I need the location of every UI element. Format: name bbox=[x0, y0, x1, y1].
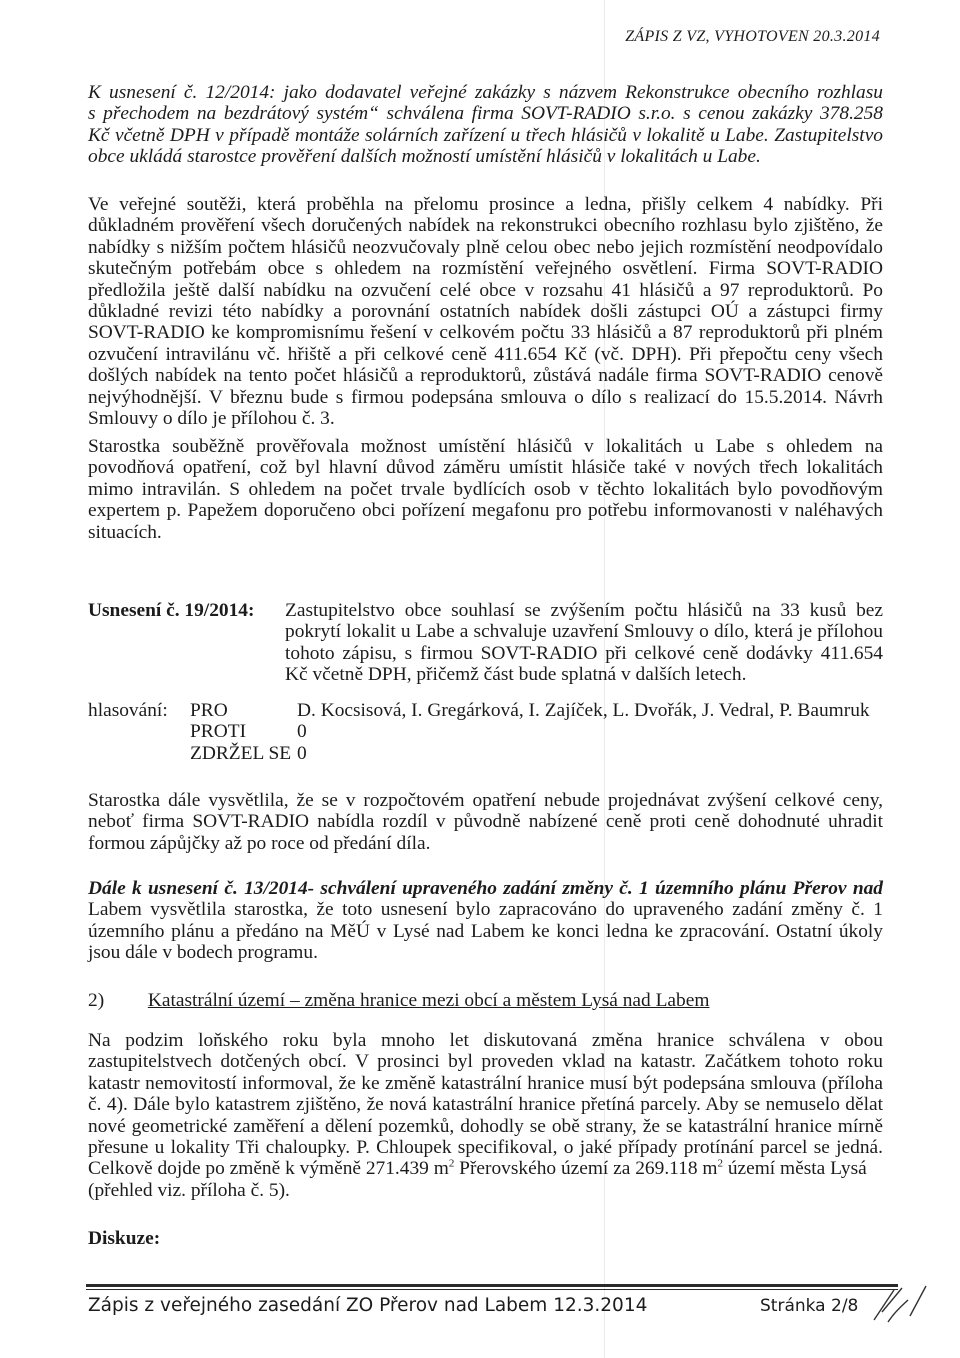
text-line: neboť firma SOVT-RADIO nabídla rozdíl v původně nabízené ceně proti ceně dohodnuté uhradit bbox=[88, 811, 883, 833]
resolution-text bbox=[285, 600, 883, 686]
text-line: důkladné revizi této nabídky a porovnání ostatních nabídek došli zástupci OÚ a zástupci firmy bbox=[88, 301, 883, 323]
vote-value: 0 bbox=[297, 721, 307, 743]
text-line: Ve veřejné soutěži, která proběhla na přelomu prosince a ledna, přišly celkem 4 nabídky. Při bbox=[88, 194, 883, 215]
vote-value: D. Kocsisová, I. Gregárková, I. Zajíček, L. Dvořák, J. Vedral, P. Baumruk bbox=[297, 700, 870, 721]
area-text-c: území města Lysá bbox=[722, 1158, 867, 1180]
tender-paragraph bbox=[88, 194, 883, 429]
text-line: (přehled viz. příloha č. 5). bbox=[88, 1179, 290, 1201]
text-line: předložila ještě další nabídku na ozvučení celé obce v rozsahu 41 hlásičů a 97 reproduktorů. Po bbox=[88, 279, 883, 301]
section-heading bbox=[88, 990, 709, 1012]
text-line: Zastupitelstvo obce souhlasí se zvýšením počtu hlásičů na 33 kusů bez bbox=[285, 600, 883, 621]
text-line: formou zápůjčky až po roce od předání díla. bbox=[88, 832, 431, 854]
vote-key: PRO bbox=[190, 700, 228, 721]
text-line: povodňová opatření, což byl hlavní důvod záměru umístit hlásiče také v nových třech lokalitách bbox=[88, 457, 883, 479]
footer-title: Zápis z veřejného zasedání ZO Přerov nad Labem 12.3.2014 bbox=[88, 1295, 648, 1316]
text-line: důkladném prověření všech doručených nabídek na rekonstrukci obecního rozhlasu bylo zjištěno, že bbox=[88, 215, 883, 237]
text-line: ozvučení intravilánu vč. hřiště a při celkové ceně 411.654 Kč (vč. DPH). Při přepočtu ceny všech bbox=[88, 343, 883, 365]
text-line: skutečným potřebám obce s ohledem na rozmístění veřejného osvětlení. Firma SOVT-RADIO bbox=[88, 258, 883, 280]
area-text-a: Celkově dojde po změně k výměně 271.439 m bbox=[88, 1158, 449, 1180]
vote-label: hlasování: bbox=[88, 700, 168, 721]
discussion-heading: Diskuze: bbox=[88, 1228, 161, 1249]
zoning-paragraph bbox=[88, 878, 883, 964]
vote-key: PROTI bbox=[190, 721, 247, 743]
intro-line: s přechodem na bezdrátový systém“ schválena firma SOVT-RADIO s.r.o. s cenou zakázky 378.258 bbox=[88, 103, 883, 125]
footer-rule-thin bbox=[86, 1289, 898, 1290]
area-exchange-line bbox=[88, 1158, 883, 1179]
text-line: SOVT-RADIO ke kompromisnímu řešení v celkovém počtu 33 hlásičů a 87 reproduktorů při plném bbox=[88, 322, 883, 344]
vote-value: 0 bbox=[297, 742, 307, 764]
text-line: nejvýhodnější. V březnu bude s firmou podepsána smlouva o dílo s realizací do 15.5.2014. Návrh bbox=[88, 386, 883, 408]
page-number: Stránka 2/8 bbox=[760, 1296, 859, 1316]
cadastre-paragraph bbox=[88, 1030, 883, 1201]
vote-key: ZDRŽEL SE bbox=[190, 742, 292, 764]
text-line: přesune u lokality Tři chaloupky. P. Chloupek specifikoval, o jaké případy protínání parcel se jedná. bbox=[88, 1137, 883, 1159]
section-title: Katastrální území – změna hranice mezi obcí a městem Lysá nad Labem bbox=[147, 990, 710, 1011]
text-line: jsou dále v bodech programu. bbox=[88, 942, 318, 964]
vote-row-proti bbox=[190, 721, 870, 742]
text-line: pokrytí lokalit u Labe a schvaluje uzavření Smlouvy o dílo, která je přílohou bbox=[285, 621, 883, 643]
text-line: Kč včetně DPH, přičemž část bude splatná v dalších letech. bbox=[285, 664, 747, 686]
superscript: 2 bbox=[717, 1157, 723, 1170]
text-line: Smlouvy o dílo je přílohou č. 3. bbox=[88, 408, 335, 430]
intro-line: K usnesení č. 12/2014: jako dodavatel veřejné zakázky s názvem Rekonstrukce obecního rozhlasu bbox=[88, 82, 883, 103]
footer-rule bbox=[86, 1284, 898, 1287]
initials-signature-icon bbox=[868, 1282, 928, 1328]
text-line: Labem vysvětlila starostka, že toto usnesení bylo zapracováno do upraveného zadání změny č. 1 bbox=[88, 899, 883, 921]
area-text-b: Přerovského území za 269.118 m bbox=[454, 1158, 718, 1180]
text-line: Starostka dále vysvětlila, že se v rozpočtovém opatření nebude projednávat zvýšení celkové ceny, bbox=[88, 790, 883, 811]
intro-paragraph bbox=[88, 82, 883, 168]
text-line: došlých nabídek na tento počet hlásičů a reproduktorů, zůstává nadále firma SOVT-RADIO cenově bbox=[88, 365, 883, 387]
vote-table bbox=[190, 700, 870, 764]
vote-row-zdrzel bbox=[190, 743, 870, 764]
text-line: expertem p. Papežem doporučeno obci pořízení megafonu pro potřebu informovanosti v naléhavých bbox=[88, 500, 883, 522]
text-line: Na podzim loňského roku byla mnoho let diskutovaná změna hranice schválena v obou bbox=[88, 1030, 883, 1051]
text-line: č. 4). Dále bylo katastrem zjištěno, že nová katastrální hranice přetíná parcely. Aby se nemuselo dělat bbox=[88, 1094, 883, 1116]
text-line: situacích. bbox=[88, 521, 162, 543]
section-number: 2) bbox=[88, 990, 105, 1011]
text-line: Dále k usnesení č. 13/2014- schválení upraveného zadání změny č. 1 územního plánu Přerov nad bbox=[88, 878, 883, 899]
text-line: nové geometrické zaměření a dělení pozemků, dohodly se obě strany, že se katastrální hranice mírně bbox=[88, 1115, 883, 1137]
text-line: mimo intravilán. S ohledem na počet trvale bydlících osob v těchto lokalitách bylo povodňovým bbox=[88, 478, 883, 500]
text-line: katastr nemovitostí informoval, že ke změně katastrální hranice musí být podepsána smlouva (příloha bbox=[88, 1072, 883, 1094]
resolution-label: Usnesení č. 19/2014: bbox=[88, 600, 255, 621]
intro-line: obce ukládá starostce prověření dalších možností umístění hlásičů v lokalitách u Labe. bbox=[88, 146, 761, 168]
flood-paragraph bbox=[88, 436, 883, 543]
document-header: ZÁPIS Z VZ, VYHOTOVEN 20.3.2014 bbox=[625, 28, 880, 45]
text-line: nabídky s nižším počtem hlásičů neozvučovaly plně celou obec nebo jejich rozmístění neodpovídalo bbox=[88, 236, 883, 258]
intro-line: Kč včetně DPH v případě montáže solárních zařízení u třech hlásičů v lokalitě u Labe. Zastupitelstvo bbox=[88, 124, 883, 146]
budget-paragraph bbox=[88, 790, 883, 854]
text-line: Starostka souběžně prověřovala možnost umístění hlásičů v lokalitách u Labe s ohledem na bbox=[88, 436, 883, 457]
superscript: 2 bbox=[448, 1157, 455, 1170]
text-line: územního plánu a předáno na MěÚ v Lysé nad Labem ke konci ledna ke zpracování. Ostatní úkoly bbox=[88, 920, 883, 942]
text-line: zastupitelstvech dotčených obcí. V prosinci byl proveden vklad na katastr. Začátkem tohoto roku bbox=[88, 1051, 883, 1073]
text-line: tohoto zápisu, s firmou SOVT-RADIO při celkové ceně dodávky 411.654 bbox=[285, 642, 883, 664]
vote-row-pro bbox=[190, 700, 870, 721]
